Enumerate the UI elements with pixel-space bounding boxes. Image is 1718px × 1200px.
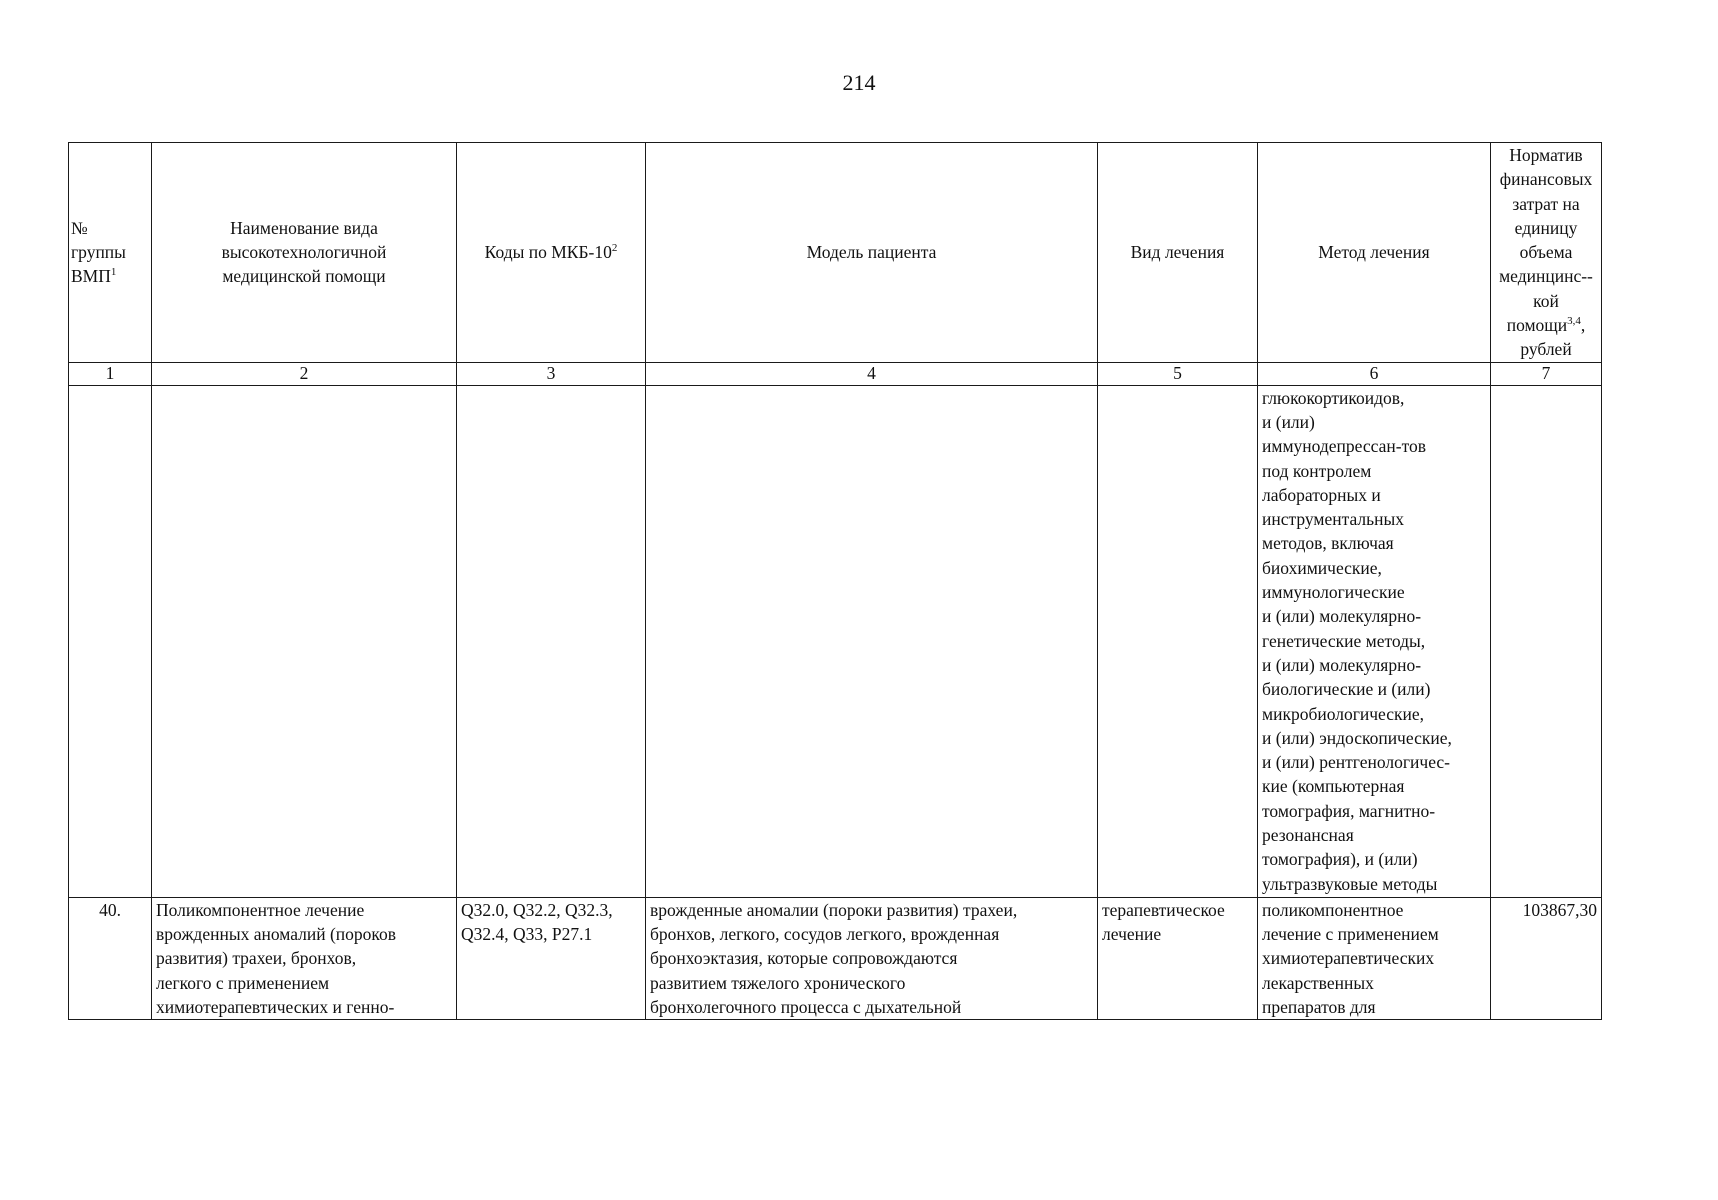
empty-cell: [69, 385, 152, 897]
column-number-row: [69, 362, 1602, 385]
table-row-40: [69, 897, 1602, 1019]
continuation-method-cell: глюкокортикоидов, и (или) иммунодепрессан-тов под контролем лабораторных и инструментальных методов, включая биохимические, иммунологические и (или) молекулярно- генетические методы, и (или) молекулярно- биологические и (или) микробиологические, и (или) эндоскопические, и (или) рентгенологичес- кие (компьютерная томография, магнитно- резонансная томография), и (или) ультразвуковые методы: [1258, 385, 1491, 897]
empty-cell: [1491, 385, 1602, 897]
column-number: 7: [1491, 362, 1602, 385]
row-treatment-method: поликомпонентное лечение с применением химиотерапевтических лекарственных препаратов для: [1258, 897, 1491, 1019]
column-number: 1: [69, 362, 152, 385]
row-care-type-name: Поликомпонентное лечение врожденных аномалий (пороков развития) трахеи, бронхов, легкого с применением химиотерапевтических и генно-: [152, 897, 457, 1019]
continuation-row: [69, 385, 1602, 897]
row-group-number: 40.: [69, 897, 152, 1019]
header-care-type-name: Наименование вида высокотехнологичной медицинской помощи: [152, 143, 457, 363]
empty-cell: [1098, 385, 1258, 897]
page-number: 214: [842, 70, 876, 95]
header-group-number: № группы ВМП$^1$: [69, 143, 152, 363]
row-icd-codes: Q32.0, Q32.2, Q32.3, Q32.4, Q33, P27.1: [457, 897, 646, 1019]
column-number: 6: [1258, 362, 1491, 385]
header-treatment-method: Метод лечения: [1258, 143, 1491, 363]
row-treatment-type: терапевтическое лечение: [1098, 897, 1258, 1019]
header-cost-standard: Норматив финансовых затрат на единицу объема мединцинс-- кой помощи$^{3,4}$, рублей: [1491, 143, 1602, 363]
header-patient-model: Модель пациента: [646, 143, 1098, 363]
column-number: 2: [152, 362, 457, 385]
column-number: 4: [646, 362, 1098, 385]
empty-cell: [152, 385, 457, 897]
row-cost-standard: 103867,30: [1491, 897, 1602, 1019]
empty-cell: [646, 385, 1098, 897]
column-number: 3: [457, 362, 646, 385]
header-treatment-type: Вид лечения: [1098, 143, 1258, 363]
header-icd-codes: Коды по МКБ-$10^2$: [457, 143, 646, 363]
row-patient-model: врожденные аномалии (пороки развития) трахеи, бронхов, легкого, сосудов легкого, врожденная бронхоэктазия, которые сопровождаются развитием тяжелого хронического бронхолегочного процесса с дыхательной: [646, 897, 1098, 1019]
table-header-row: [69, 143, 1602, 363]
column-number: 5: [1098, 362, 1258, 385]
vmp-table: [68, 142, 1602, 1020]
empty-cell: [457, 385, 646, 897]
